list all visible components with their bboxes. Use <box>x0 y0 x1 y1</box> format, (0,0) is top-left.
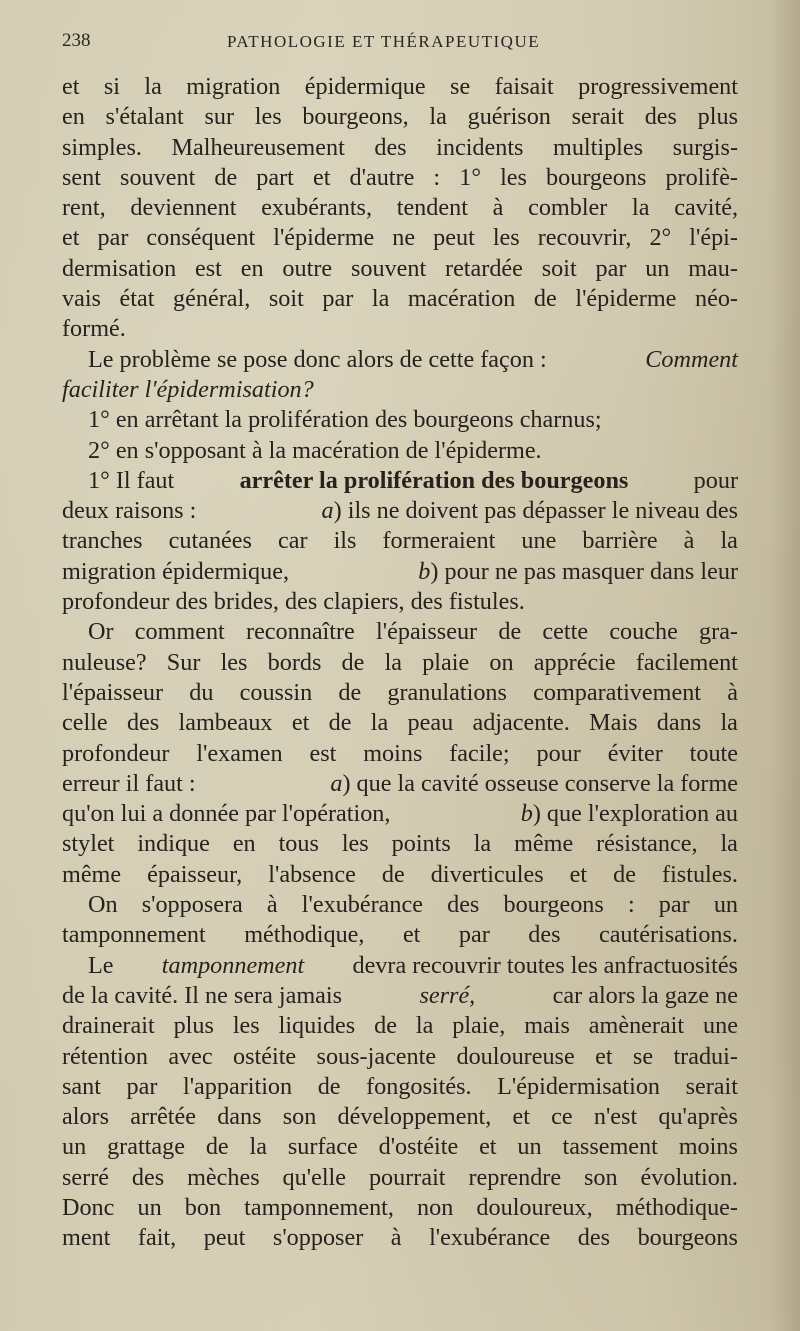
page-header <box>62 30 740 60</box>
text-line: erreur il faut : a) que la cavité osseuse conserve la forme <box>62 769 738 797</box>
text-line: rétention avec ostéite sous-jacente douloureuse et se tradui- <box>62 1042 738 1070</box>
page-number: 238 <box>62 30 91 51</box>
text-line: serré des mèches qu'elle pourrait reprendre son évolution. <box>62 1163 738 1191</box>
text-line: dermisation est en outre souvent retardée soit par un mau- <box>62 254 738 282</box>
text-line: sent souvent de part et d'autre : 1° les bourgeons prolifè- <box>62 163 738 191</box>
text-line: formé. <box>62 315 126 343</box>
text-line: 1° en arrêtant la prolifération des bourgeons charnus; <box>88 406 602 434</box>
text-line: profondeur des brides, des clapiers, des fistules. <box>62 588 525 616</box>
text-line: vais état général, soit par la macération de l'épiderme néo- <box>62 285 738 313</box>
text-line: en s'étalant sur les bourgeons, la guérison serait des plus <box>62 103 738 131</box>
text-line: tamponnement méthodique, et par des cautérisations. <box>62 921 738 949</box>
text-line: nuleuse? Sur les bords de la plaie on apprécie facilement <box>62 648 738 676</box>
text-line: 1° Il faut arrêter la prolifération des bourgeons pour <box>88 466 738 494</box>
text-line: alors arrêtée dans son développement, et ce n'est qu'après <box>62 1103 738 1131</box>
text-line: et par conséquent l'épiderme ne peut les recouvrir, 2° l'épi- <box>62 224 738 252</box>
text-line: drainerait plus les liquides de la plaie, mais amènerait une <box>62 1012 738 1040</box>
text-line: Donc un bon tamponnement, non douloureux, méthodique- <box>62 1193 738 1221</box>
text-line: deux raisons : a) ils ne doivent pas dépasser le niveau des <box>62 497 738 525</box>
text-line: ment fait, peut s'opposer à l'exubérance des bourgeons <box>62 1224 738 1252</box>
text-line: de la cavité. Il ne sera jamais serré, car alors la gaze ne <box>62 981 738 1009</box>
text-line: tranches cutanées car ils formeraient une barrière à la <box>62 527 738 555</box>
text-line: celle des lambeaux et de la peau adjacente. Mais dans la <box>62 709 738 737</box>
text-line: Or comment reconnaître l'épaisseur de cette couche gra- <box>88 618 738 646</box>
text-line: 2° en s'opposant à la macération de l'épiderme. <box>88 436 542 464</box>
text-line: même épaisseur, l'absence de diverticules et de fistules. <box>62 860 738 888</box>
text-line: faciliter l'épidermisation? <box>62 375 314 403</box>
text-line: profondeur l'examen est moins facile; pour éviter toute <box>62 739 738 767</box>
text-line: simples. Malheureusement des incidents multiples surgis- <box>62 133 738 161</box>
text-line: stylet indique en tous les points la même résistance, la <box>62 830 738 858</box>
text-body <box>62 72 738 1254</box>
text-line: et si la migration épidermique se faisait progressivement <box>62 73 738 100</box>
text-line: On s'opposera à l'exubérance des bourgeons : par un <box>88 891 738 919</box>
text-line: Le tamponnement devra recouvrir toutes les anfractuosités <box>88 951 738 979</box>
text-line: un grattage de la surface d'ostéite et un tassement moins <box>62 1133 738 1161</box>
text-line: migration épidermique, b) pour ne pas masquer dans leur <box>62 557 738 585</box>
text-line: rent, deviennent exubérants, tendent à combler la cavité, <box>62 194 738 222</box>
running-title: PATHOLOGIE ET THÉRAPEUTIQUE <box>227 32 541 51</box>
text-line: sant par l'apparition de fongosités. L'épidermisation serait <box>62 1072 738 1100</box>
text-line: Le problème se pose donc alors de cette façon : Comment <box>88 345 738 373</box>
text-line: l'épaisseur du coussin de granulations comparativement à <box>62 678 738 706</box>
text-line: qu'on lui a donnée par l'opération, b) que l'exploration au <box>62 800 738 828</box>
